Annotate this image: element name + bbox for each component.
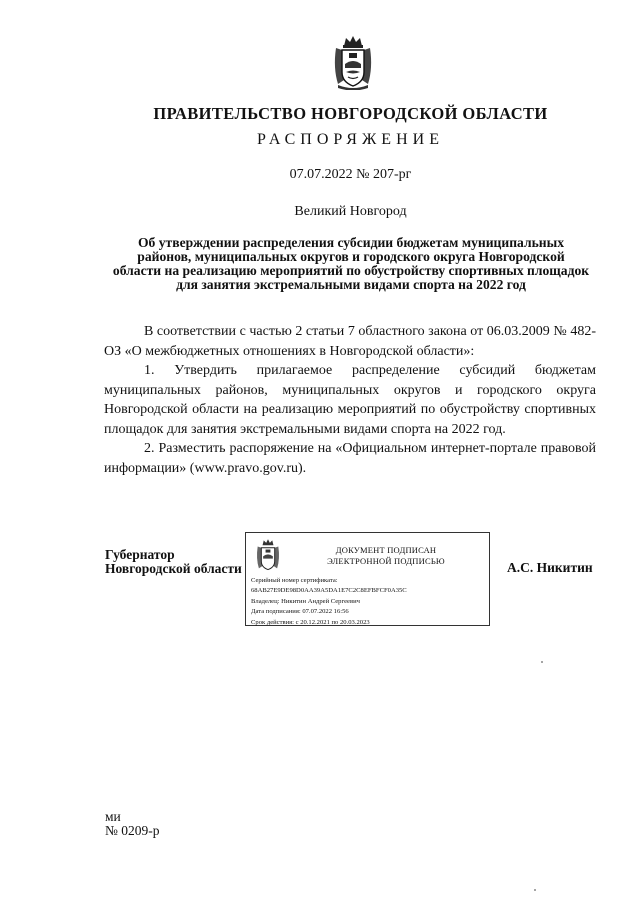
stamp-title-line1: ДОКУМЕНТ ПОДПИСАН	[335, 545, 437, 555]
document-body	[104, 322, 596, 478]
paragraph-preamble: В соответствии с частью 2 статьи 7 областного закона от 06.03.2009 № 482-ОЗ «О межбюджетных отношениях в Новгородской области»:	[104, 324, 596, 359]
document-date-number: 07.07.2022 № 207-рг	[289, 167, 412, 182]
electronic-signature-stamp	[245, 532, 490, 626]
stamp-signed-date: Дата подписания: 07.07.2022 16:56	[251, 608, 349, 616]
document-subject: Об утверждении распределения субсидии бюджетам муниципальных районов, муниципальных округов и городского округа Новгородской области на реализацию мероприятий по обустройству спортивных площадок для занятия экстремальными видами спорта на 2022 год	[112, 235, 590, 292]
signatory-position-line1: Губернатор	[105, 547, 175, 562]
stamp-heading	[286, 545, 486, 567]
stamp-owner: Владелец: Никитин Андрей Сергеевич	[251, 597, 360, 605]
stamp-validity: Срок действия: с 20.12.2021 по 20.03.2023	[251, 618, 370, 626]
stamp-cert-label: Серийный номер сертификата:	[251, 577, 338, 584]
signatory-name: А.С. Никитин	[507, 560, 593, 575]
stamp-cert-number: 68AB27E9DE98D0AA39A5DA1E7C2C8EFBFCF0A35C	[251, 587, 407, 595]
novgorod-coat-of-arms-icon	[330, 34, 376, 90]
signatory-position	[105, 548, 242, 576]
document-footer	[105, 810, 160, 838]
executor-initials: ми	[105, 809, 121, 824]
novgorod-coat-of-arms-icon	[253, 538, 283, 572]
paragraph-item-2: 2. Разместить распоряжение на «Официальном интернет-портале правовой информации» (www.pravo.gov.ru).	[104, 441, 596, 476]
document-code: № 0209-р	[105, 823, 160, 838]
stamp-details	[251, 576, 407, 628]
paragraph-item-1: 1. Утвердить прилагаемое распределение субсидий бюджетам муниципальных районов, муниципальных округов и городского округа Новгородской области на реализацию мероприятий по обустройству спортивных площадок для занятия экстремальными видами спорта на 2022 год.	[104, 363, 596, 437]
scan-speck	[534, 889, 536, 891]
stamp-title-line2: ЭЛЕКТРОННОЙ ПОДПИСЬЮ	[327, 556, 445, 566]
document-place: Великий Новгород	[294, 204, 407, 219]
scan-speck	[541, 661, 543, 663]
signatory-position-line2: Новгородской области	[105, 561, 242, 576]
document-type: РАСПОРЯЖЕНИЕ	[257, 131, 444, 148]
government-title: ПРАВИТЕЛЬСТВО НОВГОРОДСКОЙ ОБЛАСТИ	[153, 104, 548, 123]
